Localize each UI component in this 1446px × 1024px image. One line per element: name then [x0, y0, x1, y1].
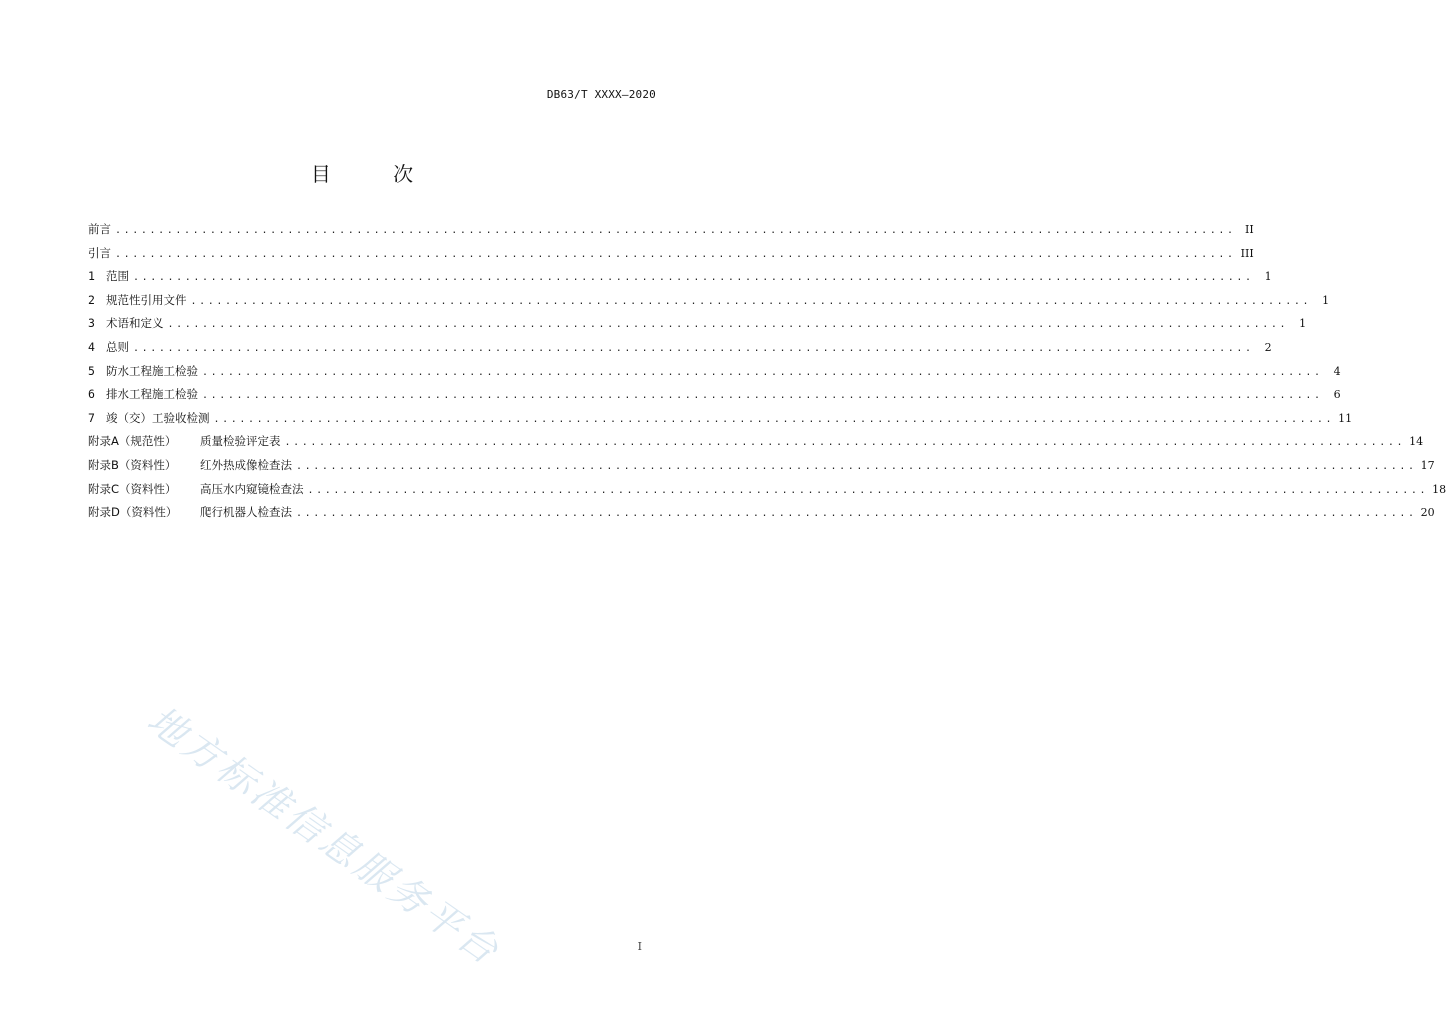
toc-entry-number: 1 [88, 269, 95, 284]
toc-entry[interactable] [88, 312, 1307, 336]
toc-entry-page: 1 [1299, 317, 1307, 331]
toc-entry-page: 1 [1322, 293, 1330, 307]
toc-entry[interactable] [88, 242, 1254, 266]
toc-leader-dots: .................................................................................................................................. [284, 437, 1406, 449]
toc-leader-dots: .................................................................................................................................. [167, 319, 1289, 331]
toc-entry-page: 4 [1333, 364, 1341, 378]
toc-entry-page: 2 [1264, 340, 1272, 354]
toc-entry-label: 前言 [88, 222, 111, 236]
toc-entry[interactable] [88, 478, 1446, 502]
toc-entry-label: 红外热成像检查法 [200, 457, 292, 472]
toc-entry-number: 4 [88, 339, 95, 354]
toc-entry-number: 6 [88, 387, 95, 402]
toc-entry-number: 5 [88, 363, 95, 378]
toc-leader-dots: .................................................................................................................................. [133, 272, 1254, 284]
page-number: I [637, 940, 642, 953]
toc-entry[interactable] [88, 289, 1330, 313]
toc-leader-dots: .................................................................................................................................. [202, 390, 1323, 402]
page-title: 目 次 [310, 162, 442, 186]
toc-entry-label: 高压水内窥镜检查法 [200, 481, 304, 496]
toc-entry-page: II [1244, 223, 1254, 236]
toc-entry-label: 引言 [88, 245, 111, 260]
toc-entry-page: 20 [1420, 506, 1435, 520]
toc-entry[interactable] [88, 407, 1353, 431]
toc-entry-number: 2 [88, 292, 95, 307]
toc-appendix-prefix: 附录A（规范性） [88, 434, 177, 449]
watermark: 地方标准信息服务平台 [139, 697, 509, 975]
table-of-contents [88, 218, 1446, 525]
toc-entry-label: 术语和定义 [106, 316, 164, 331]
toc-entry-label: 质量检验评定表 [200, 434, 281, 449]
toc-leader-dots: .................................................................................................................................. [115, 225, 1236, 236]
toc-entry[interactable] [88, 454, 1435, 478]
toc-leader-dots: .................................................................................................................................. [133, 342, 1254, 354]
toc-entry[interactable] [88, 218, 1254, 242]
toc-appendix-prefix: 附录D（资料性） [88, 505, 178, 520]
toc-entry[interactable] [88, 265, 1272, 289]
toc-entry[interactable] [88, 383, 1341, 407]
toc-entry-label: 防水工程施工检验 [106, 363, 198, 378]
toc-entry[interactable] [88, 360, 1341, 384]
toc-entry-label: 规范性引用文件 [106, 292, 187, 307]
toc-entry-label: 竣（交）工验收检测 [106, 410, 210, 425]
toc-entry-number: 7 [88, 410, 95, 425]
document-code: DB63/T XXXX—2020 [546, 88, 656, 101]
toc-entry-label: 排水工程施工检验 [106, 387, 198, 402]
toc-entry-label: 爬行机器人检查法 [200, 505, 292, 520]
toc-leader-dots: .................................................................................................................................. [213, 413, 1335, 425]
toc-entry[interactable] [88, 336, 1272, 360]
toc-leader-dots: .................................................................................................................................. [296, 508, 1417, 520]
toc-entry-number: 3 [88, 316, 95, 331]
toc-entry-page: 1 [1264, 270, 1272, 284]
toc-leader-dots: .................................................................................................................................. [202, 366, 1323, 378]
toc-entry[interactable] [88, 430, 1424, 454]
toc-leader-dots: .................................................................................................................................. [307, 484, 1429, 496]
toc-leader-dots: .................................................................................................................................. [296, 460, 1417, 472]
toc-entry-label: 总则 [106, 339, 129, 354]
toc-entry-page: 11 [1338, 411, 1353, 425]
toc-entry[interactable] [88, 501, 1435, 525]
toc-leader-dots: .................................................................................................................................. [190, 295, 1312, 307]
toc-entry-page: 18 [1432, 482, 1446, 496]
toc-appendix-prefix: 附录C（资料性） [88, 481, 177, 496]
toc-entry-page: 17 [1420, 458, 1435, 472]
toc-entry-page: III [1240, 246, 1254, 260]
toc-entry-label: 范围 [106, 269, 129, 284]
toc-appendix-prefix: 附录B（资料性） [88, 457, 177, 472]
toc-entry-page: 6 [1333, 388, 1341, 402]
toc-entry-page: 14 [1409, 435, 1424, 449]
toc-leader-dots: .................................................................................................................................. [115, 248, 1236, 260]
